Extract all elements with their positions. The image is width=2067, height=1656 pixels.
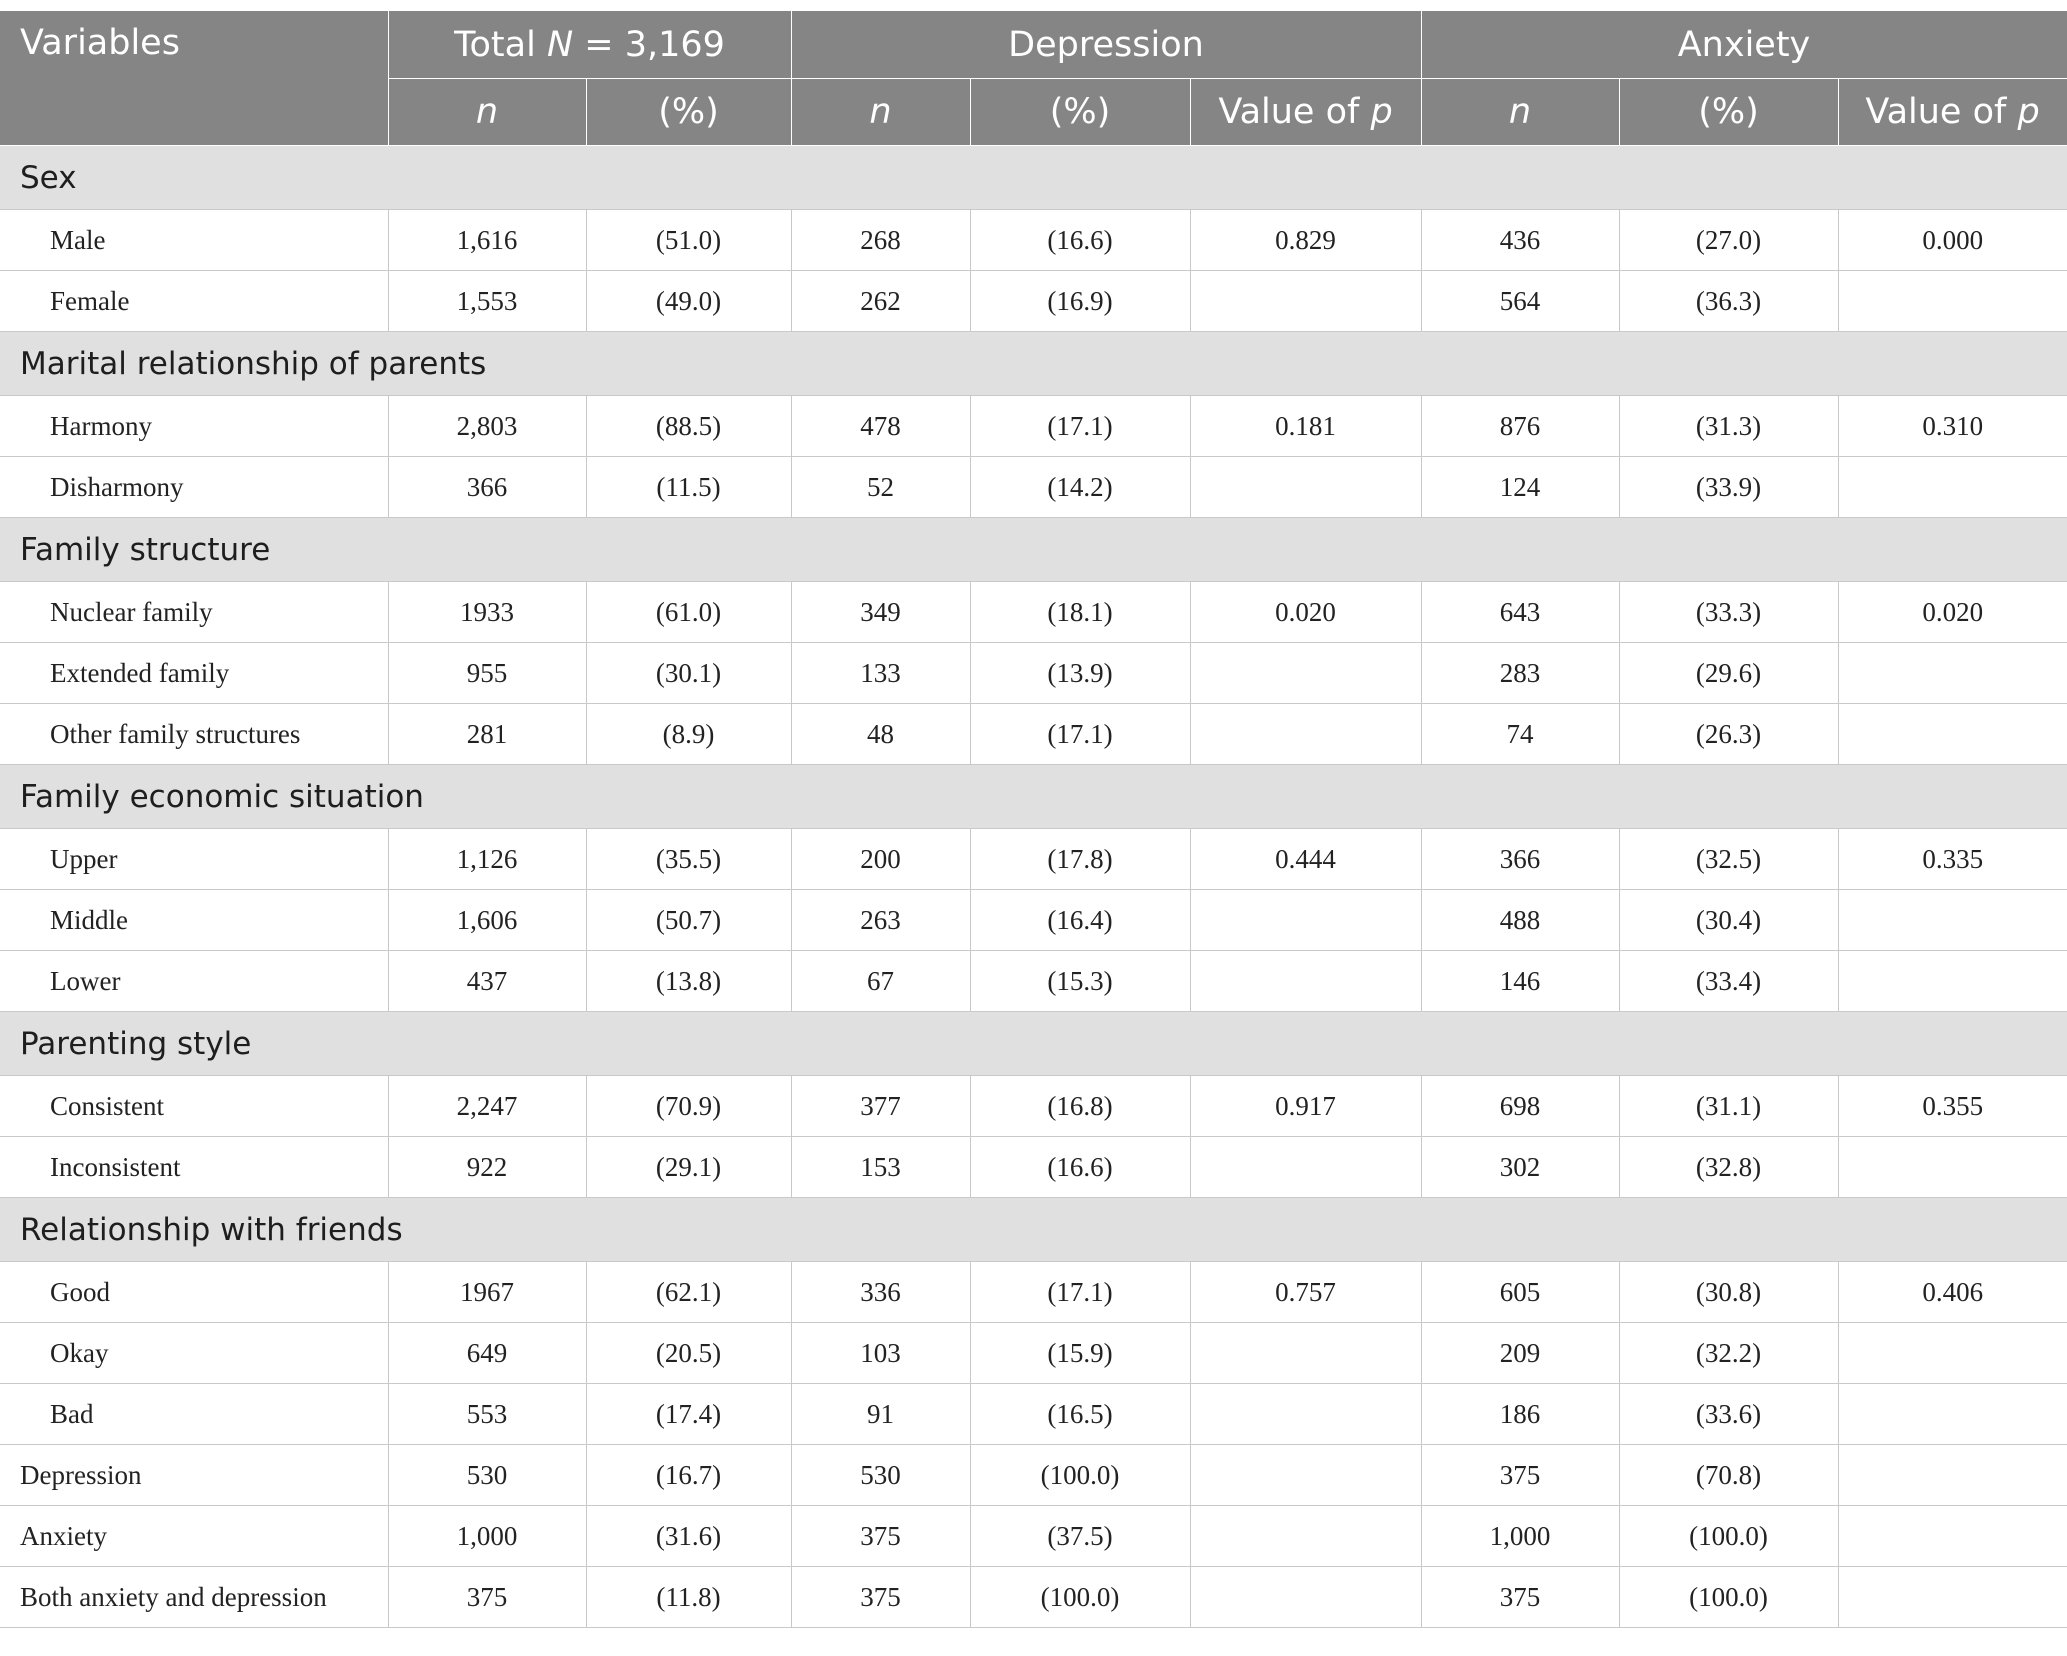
table-row	[0, 1323, 2067, 1384]
subheader-dep-pct: (%)	[970, 79, 1190, 146]
cell-total-n: 2,803	[388, 396, 586, 457]
table-row	[0, 210, 2067, 271]
cell-anx-n: 564	[1421, 271, 1619, 332]
cell-dep-pct: (17.8)	[970, 829, 1190, 890]
table-row	[0, 1384, 2067, 1445]
cell-anx-n: 876	[1421, 396, 1619, 457]
subheader-total-pct: (%)	[586, 79, 791, 146]
cell-total-pct: (29.1)	[586, 1137, 791, 1198]
cell-anx-pct: (32.5)	[1619, 829, 1838, 890]
cell-anx-n: 375	[1421, 1445, 1619, 1506]
cell-dep-p	[1190, 951, 1421, 1012]
section-label: Sex	[0, 146, 2067, 210]
table-row	[0, 890, 2067, 951]
cell-anx-n: 375	[1421, 1567, 1619, 1628]
cell-anx-p	[1838, 457, 2067, 518]
table-row	[0, 1262, 2067, 1323]
cell-anx-pct: (33.3)	[1619, 582, 1838, 643]
cell-total-pct: (61.0)	[586, 582, 791, 643]
cell-dep-n: 153	[791, 1137, 970, 1198]
row-label: Other family structures	[0, 704, 388, 765]
cell-dep-p: 0.829	[1190, 210, 1421, 271]
cell-dep-pct: (17.1)	[970, 1262, 1190, 1323]
cell-anx-n: 146	[1421, 951, 1619, 1012]
subheader-anx-pct: (%)	[1619, 79, 1838, 146]
table-row	[0, 457, 2067, 518]
cell-total-pct: (17.4)	[586, 1384, 791, 1445]
cell-anx-n: 1,000	[1421, 1506, 1619, 1567]
cell-total-pct: (11.8)	[586, 1567, 791, 1628]
section-row	[0, 146, 2067, 210]
cell-dep-pct: (13.9)	[970, 643, 1190, 704]
cell-anx-p: 0.355	[1838, 1076, 2067, 1137]
table-row	[0, 271, 2067, 332]
cell-dep-pct: (17.1)	[970, 396, 1190, 457]
row-label: Extended family	[0, 643, 388, 704]
cell-total-pct: (49.0)	[586, 271, 791, 332]
table-row	[0, 1506, 2067, 1567]
cell-anx-pct: (33.4)	[1619, 951, 1838, 1012]
cell-dep-pct: (16.8)	[970, 1076, 1190, 1137]
cell-dep-pct: (17.1)	[970, 704, 1190, 765]
cell-anx-pct: (36.3)	[1619, 271, 1838, 332]
cell-anx-pct: (32.2)	[1619, 1323, 1838, 1384]
cell-total-n: 366	[388, 457, 586, 518]
cell-anx-p: 0.000	[1838, 210, 2067, 271]
cell-dep-pct: (100.0)	[970, 1445, 1190, 1506]
cell-dep-pct: (100.0)	[970, 1567, 1190, 1628]
cell-anx-pct: (29.6)	[1619, 643, 1838, 704]
cell-total-n: 2,247	[388, 1076, 586, 1137]
row-label: Disharmony	[0, 457, 388, 518]
cell-anx-pct: (70.8)	[1619, 1445, 1838, 1506]
row-label: Both anxiety and depression	[0, 1567, 388, 1628]
row-label: Inconsistent	[0, 1137, 388, 1198]
cell-dep-n: 67	[791, 951, 970, 1012]
cell-anx-n: 209	[1421, 1323, 1619, 1384]
cell-dep-pct: (14.2)	[970, 457, 1190, 518]
cell-dep-p	[1190, 1506, 1421, 1567]
header-anxiety: Anxiety	[1421, 11, 2067, 79]
row-label: Upper	[0, 829, 388, 890]
cell-total-n: 1,606	[388, 890, 586, 951]
row-label: Okay	[0, 1323, 388, 1384]
row-label: Female	[0, 271, 388, 332]
cell-total-pct: (35.5)	[586, 829, 791, 890]
table-row	[0, 1567, 2067, 1628]
section-label: Parenting style	[0, 1012, 2067, 1076]
cell-total-n: 1933	[388, 582, 586, 643]
table-row	[0, 951, 2067, 1012]
row-label: Anxiety	[0, 1506, 388, 1567]
cell-anx-p	[1838, 271, 2067, 332]
cell-dep-pct: (15.3)	[970, 951, 1190, 1012]
cell-dep-p	[1190, 1384, 1421, 1445]
cell-total-n: 1967	[388, 1262, 586, 1323]
cell-anx-p	[1838, 1567, 2067, 1628]
cell-anx-n: 283	[1421, 643, 1619, 704]
cell-dep-pct: (16.9)	[970, 271, 1190, 332]
cell-total-pct: (11.5)	[586, 457, 791, 518]
cell-dep-p	[1190, 457, 1421, 518]
cell-total-pct: (50.7)	[586, 890, 791, 951]
cell-anx-n: 302	[1421, 1137, 1619, 1198]
cell-anx-p	[1838, 1445, 2067, 1506]
cell-dep-pct: (18.1)	[970, 582, 1190, 643]
cell-anx-n: 436	[1421, 210, 1619, 271]
cell-anx-pct: (32.8)	[1619, 1137, 1838, 1198]
section-row	[0, 765, 2067, 829]
cell-anx-pct: (27.0)	[1619, 210, 1838, 271]
cell-dep-n: 200	[791, 829, 970, 890]
cell-total-n: 375	[388, 1567, 586, 1628]
cell-anx-pct: (30.4)	[1619, 890, 1838, 951]
row-label: Nuclear family	[0, 582, 388, 643]
table-row	[0, 1137, 2067, 1198]
row-label: Harmony	[0, 396, 388, 457]
section-row	[0, 1198, 2067, 1262]
cell-anx-n: 488	[1421, 890, 1619, 951]
cell-total-pct: (51.0)	[586, 210, 791, 271]
cell-total-n: 955	[388, 643, 586, 704]
cell-total-n: 922	[388, 1137, 586, 1198]
cell-total-pct: (13.8)	[586, 951, 791, 1012]
cell-dep-p	[1190, 1323, 1421, 1384]
cell-total-n: 649	[388, 1323, 586, 1384]
subheader-total-n: n	[388, 79, 586, 146]
cell-anx-n: 74	[1421, 704, 1619, 765]
cell-anx-p: 0.020	[1838, 582, 2067, 643]
cell-dep-p	[1190, 890, 1421, 951]
cell-dep-p: 0.444	[1190, 829, 1421, 890]
table-body	[0, 146, 2067, 1628]
cell-total-pct: (31.6)	[586, 1506, 791, 1567]
cell-dep-pct: (16.6)	[970, 210, 1190, 271]
cell-anx-pct: (31.1)	[1619, 1076, 1838, 1137]
cell-dep-n: 530	[791, 1445, 970, 1506]
cell-anx-p: 0.335	[1838, 829, 2067, 890]
header-total-suffix: = 3,169	[573, 24, 725, 65]
cell-anx-p	[1838, 1323, 2067, 1384]
table-row	[0, 1445, 2067, 1506]
cell-dep-n: 268	[791, 210, 970, 271]
cell-anx-pct: (30.8)	[1619, 1262, 1838, 1323]
cell-total-n: 1,553	[388, 271, 586, 332]
cell-dep-p: 0.181	[1190, 396, 1421, 457]
subheader-anx-p: Value of p	[1838, 79, 2067, 146]
cell-anx-pct: (31.3)	[1619, 396, 1838, 457]
cell-dep-n: 91	[791, 1384, 970, 1445]
cell-anx-n: 643	[1421, 582, 1619, 643]
cell-dep-pct: (15.9)	[970, 1323, 1190, 1384]
header-depression: Depression	[791, 11, 1421, 79]
subheader-dep-p: Value of p	[1190, 79, 1421, 146]
cell-dep-n: 48	[791, 704, 970, 765]
table-header	[0, 11, 2067, 146]
cell-dep-n: 349	[791, 582, 970, 643]
section-label: Family economic situation	[0, 765, 2067, 829]
cell-anx-p	[1838, 704, 2067, 765]
header-total	[388, 11, 791, 79]
header-total-prefix: Total	[454, 24, 547, 65]
row-label: Good	[0, 1262, 388, 1323]
row-label: Depression	[0, 1445, 388, 1506]
section-label: Family structure	[0, 518, 2067, 582]
cell-dep-n: 375	[791, 1567, 970, 1628]
table-container	[0, 10, 2067, 1628]
section-label: Relationship with friends	[0, 1198, 2067, 1262]
section-row	[0, 518, 2067, 582]
cell-total-pct: (20.5)	[586, 1323, 791, 1384]
cell-anx-pct: (26.3)	[1619, 704, 1838, 765]
cell-dep-n: 263	[791, 890, 970, 951]
cell-anx-p	[1838, 1506, 2067, 1567]
cell-total-pct: (88.5)	[586, 396, 791, 457]
cell-total-n: 553	[388, 1384, 586, 1445]
cell-total-n: 1,126	[388, 829, 586, 890]
cell-dep-p	[1190, 643, 1421, 704]
cell-anx-pct: (33.6)	[1619, 1384, 1838, 1445]
table-row	[0, 643, 2067, 704]
cell-total-n: 1,000	[388, 1506, 586, 1567]
cell-anx-pct: (100.0)	[1619, 1567, 1838, 1628]
cell-dep-p	[1190, 1137, 1421, 1198]
cell-total-pct: (30.1)	[586, 643, 791, 704]
cell-dep-pct: (37.5)	[970, 1506, 1190, 1567]
cell-dep-n: 478	[791, 396, 970, 457]
cell-total-n: 437	[388, 951, 586, 1012]
cell-anx-pct: (100.0)	[1619, 1506, 1838, 1567]
cell-anx-n: 124	[1421, 457, 1619, 518]
section-row	[0, 332, 2067, 396]
cell-dep-p: 0.917	[1190, 1076, 1421, 1137]
cell-dep-n: 52	[791, 457, 970, 518]
table-row	[0, 582, 2067, 643]
cell-total-pct: (62.1)	[586, 1262, 791, 1323]
cell-anx-n: 698	[1421, 1076, 1619, 1137]
cell-dep-p	[1190, 1445, 1421, 1506]
section-label: Marital relationship of parents	[0, 332, 2067, 396]
cell-dep-n: 336	[791, 1262, 970, 1323]
cell-dep-n: 133	[791, 643, 970, 704]
subheader-anx-n: n	[1421, 79, 1619, 146]
data-table	[0, 10, 2067, 1628]
cell-anx-pct: (33.9)	[1619, 457, 1838, 518]
row-label: Male	[0, 210, 388, 271]
cell-total-n: 530	[388, 1445, 586, 1506]
cell-dep-pct: (16.5)	[970, 1384, 1190, 1445]
header-variables: Variables	[0, 11, 388, 146]
cell-dep-p	[1190, 271, 1421, 332]
header-total-n: N	[546, 24, 574, 65]
row-label: Lower	[0, 951, 388, 1012]
cell-total-pct: (8.9)	[586, 704, 791, 765]
section-row	[0, 1012, 2067, 1076]
cell-dep-pct: (16.4)	[970, 890, 1190, 951]
cell-dep-p	[1190, 704, 1421, 765]
cell-anx-p: 0.310	[1838, 396, 2067, 457]
cell-dep-p: 0.020	[1190, 582, 1421, 643]
cell-anx-p	[1838, 643, 2067, 704]
cell-anx-n: 605	[1421, 1262, 1619, 1323]
cell-dep-p	[1190, 1567, 1421, 1628]
row-label: Bad	[0, 1384, 388, 1445]
cell-anx-p: 0.406	[1838, 1262, 2067, 1323]
row-label: Consistent	[0, 1076, 388, 1137]
cell-anx-p	[1838, 1384, 2067, 1445]
cell-dep-p: 0.757	[1190, 1262, 1421, 1323]
table-row	[0, 829, 2067, 890]
cell-dep-pct: (16.6)	[970, 1137, 1190, 1198]
cell-anx-p	[1838, 951, 2067, 1012]
cell-dep-n: 377	[791, 1076, 970, 1137]
row-label: Middle	[0, 890, 388, 951]
table-row	[0, 1076, 2067, 1137]
cell-dep-n: 375	[791, 1506, 970, 1567]
cell-dep-n: 103	[791, 1323, 970, 1384]
subheader-dep-n: n	[791, 79, 970, 146]
cell-anx-n: 366	[1421, 829, 1619, 890]
cell-anx-p	[1838, 890, 2067, 951]
cell-dep-n: 262	[791, 271, 970, 332]
cell-total-n: 281	[388, 704, 586, 765]
cell-total-n: 1,616	[388, 210, 586, 271]
table-row	[0, 704, 2067, 765]
table-row	[0, 396, 2067, 457]
cell-total-pct: (16.7)	[586, 1445, 791, 1506]
cell-total-pct: (70.9)	[586, 1076, 791, 1137]
cell-anx-n: 186	[1421, 1384, 1619, 1445]
cell-anx-p	[1838, 1137, 2067, 1198]
